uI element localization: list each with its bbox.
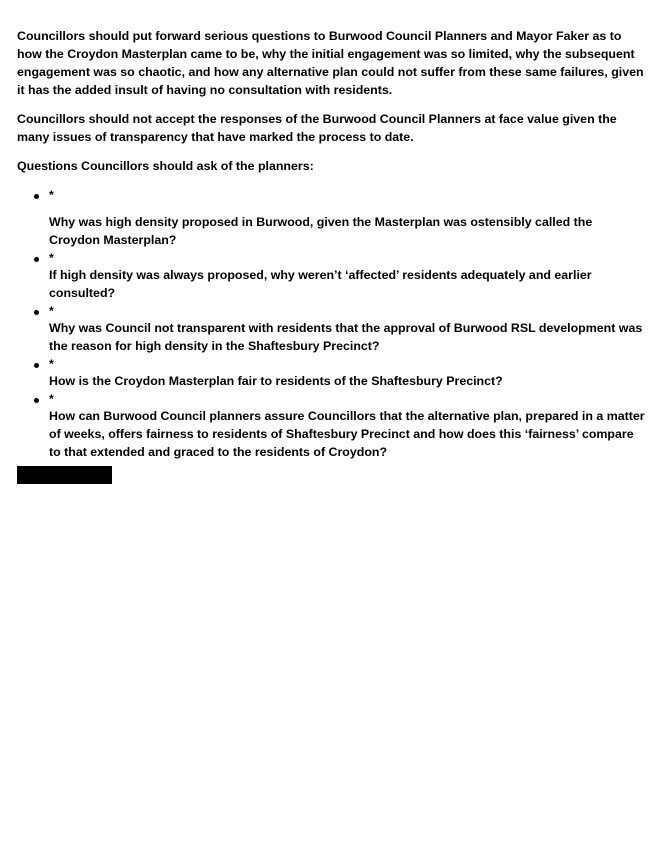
list-item-text: How can Burwood Council planners assure Councillors that the alternative plan, prepared in a matter of weeks, offers fairness to residents of Shaftesbury Precinct and how does this ‘fairness’ compare to that extended and graced to the residents of Croydon?	[49, 409, 645, 459]
list-item-marker: *	[49, 304, 54, 318]
redaction-block	[17, 466, 112, 484]
bullet-icon	[34, 363, 39, 368]
list-item	[17, 355, 645, 390]
bullet-icon	[34, 310, 39, 315]
questions-heading: Questions Councillors should ask of the planners:	[17, 159, 314, 173]
list-item	[17, 186, 645, 249]
bullet-icon	[34, 257, 39, 262]
transparency-paragraph: Councillors should not accept the responses of the Burwood Council Planners at face value given the many issues of transparency that have marked the process to date.	[17, 112, 617, 144]
bullet-icon	[34, 398, 39, 403]
list-item	[17, 249, 645, 302]
document-page	[17, 27, 645, 461]
list-item-marker: *	[49, 357, 54, 371]
intro-paragraph: Councillors should put forward serious questions to Burwood Council Planners and Mayor Faker as to how the Croydon Masterplan came to be, why the initial engagement was so limited, why the subsequent engagement was so chaotic, and how any alternative plan could not suffer from these same failures, given it has the added insult of having no consultation with residents.	[17, 29, 644, 97]
list-item	[17, 302, 645, 355]
list-item-marker: *	[49, 251, 54, 265]
bullet-icon	[34, 194, 39, 199]
list-item	[17, 390, 645, 461]
list-item-text: If high density was always proposed, why weren’t ‘affected’ residents adequately and earlier consulted?	[49, 268, 592, 300]
list-item-text: Why was high density proposed in Burwood, given the Masterplan was ostensibly called the Croydon Masterplan?	[49, 215, 593, 247]
questions-list	[17, 186, 645, 461]
list-item-text: Why was Council not transparent with residents that the approval of Burwood RSL development was the reason for high density in the Shaftesbury Precinct?	[49, 321, 643, 353]
list-item-text: How is the Croydon Masterplan fair to residents of the Shaftesbury Precinct?	[49, 374, 503, 388]
list-item-marker: *	[49, 188, 54, 202]
list-item-marker: *	[49, 392, 54, 406]
